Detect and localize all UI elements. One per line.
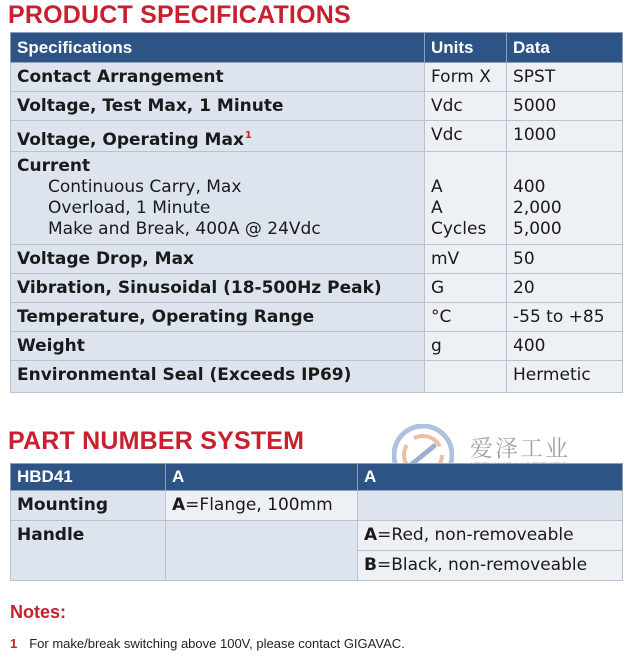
col-header-specifications: Specifications [11,33,425,63]
spec-row-current [11,152,623,245]
spec-name: Weight [11,332,425,361]
spec-unit: Cycles [431,219,487,239]
spec-unit: A [431,198,443,218]
pn-empty-cell [166,521,358,581]
spec-row-voltage-test [11,92,623,121]
spec-data: 400 [513,177,546,197]
spec-row-voltage-drop [11,245,623,274]
pn-name: Handle [11,521,166,581]
spec-unit: G [425,274,507,303]
spec-table [10,32,623,393]
pn-option-text: =Red, non-removeable [377,525,574,545]
spec-unit: Vdc [425,92,507,121]
spec-data: 2,000 [513,198,562,218]
spec-name: Environmental Seal (Exceeds IP69) [11,361,425,393]
pn-option-text: =Flange, 100mm [185,495,333,515]
spec-row-vibration [11,274,623,303]
spec-unit: Form X [425,63,507,92]
pn-row-handle-a [11,521,623,551]
spec-data: 5000 [507,92,623,121]
pn-option-code: A [172,495,186,515]
spec-name: Contact Arrangement [11,63,425,92]
spec-unit-cell [425,152,507,245]
note-number: 1 [10,636,18,651]
spec-unit: °C [425,303,507,332]
spec-data: 50 [507,245,623,274]
footnote-marker: 1 [244,130,252,141]
pn-option [166,491,358,521]
spec-row-contact [11,63,623,92]
spec-row-temperature [11,303,623,332]
spec-name: Vibration, Sinusoidal (18-500Hz Peak) [11,274,425,303]
spec-row-weight [11,332,623,361]
col-header-data: Data [507,33,623,63]
watermark-cn-text: 爱泽工业 [470,436,570,462]
pn-option [358,551,623,581]
spec-row-voltage-operating [11,121,623,152]
spec-unit: Vdc [425,121,507,152]
spec-name: Voltage Drop, Max [11,245,425,274]
pn-option [358,521,623,551]
spec-name-cell [11,121,425,152]
spec-data: 20 [507,274,623,303]
spec-sub-label: Continuous Carry, Max [48,177,242,197]
spec-sub-label: Make and Break, 400A @ 24Vdc [48,219,321,239]
col-header-units: Units [425,33,507,63]
notes-title: Notes: [10,602,67,622]
spec-header-row [11,33,623,63]
spec-section-title: PRODUCT SPECIFICATIONS [8,1,351,29]
spec-data: -55 to +85 [507,303,623,332]
spec-data: SPST [507,63,623,92]
part-number-section-title: PART NUMBER SYSTEM [8,427,305,455]
spec-name: Current [17,156,91,176]
note-item [10,636,405,651]
spec-data: 5,000 [513,219,562,239]
spec-data-cell [507,152,623,245]
pn-option-text: =Black, non-removeable [376,555,588,575]
note-text: For make/break switching above 100V, please contact GIGAVAC. [29,636,405,651]
spec-unit: A [431,177,443,197]
pn-header-row [11,464,623,491]
spec-name: Voltage, Test Max, 1 Minute [11,92,425,121]
pn-header-mounting-code: A [166,464,358,491]
spec-data: 1000 [507,121,623,152]
pn-option-code: A [364,525,378,545]
spec-row-seal [11,361,623,393]
spec-data: Hermetic [507,361,623,393]
spec-name: Voltage, Operating Max [17,130,244,150]
spec-unit: mV [425,245,507,274]
pn-empty-cell [358,491,623,521]
spec-sub-label: Overload, 1 Minute [48,198,211,218]
part-number-table [10,463,623,581]
spec-name: Temperature, Operating Range [11,303,425,332]
spec-data: 400 [507,332,623,361]
spec-unit [425,361,507,393]
spec-unit: g [425,332,507,361]
pn-header-base: HBD41 [11,464,166,491]
pn-option-code: B [364,555,377,575]
pn-row-mounting [11,491,623,521]
pn-name: Mounting [11,491,166,521]
pn-header-handle-code: A [358,464,623,491]
spec-name-cell [11,152,425,245]
